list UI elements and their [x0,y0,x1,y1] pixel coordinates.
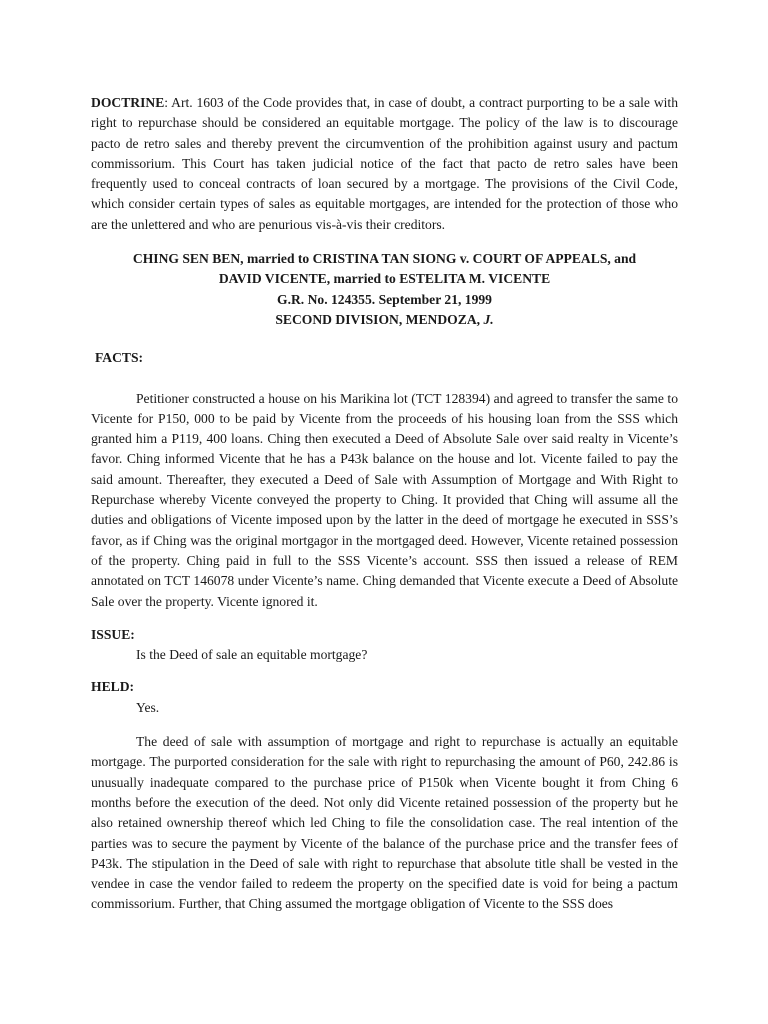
case-title-line-1: CHING SEN BEN, married to CRISTINA TAN SIONG v. COURT OF APPEALS, and [132,251,637,267]
held-heading: HELD: [91,679,135,695]
case-division-prefix: SECOND DIVISION, MENDOZA, [275,311,484,327]
case-division [91,310,678,330]
facts-body: Petitioner constructed a house on his Marikina lot (TCT 128394) and agreed to transfer the same to Vicente for P150, 000 to be paid by Vicente from the proceeds of his housing loan from the SSS which granted him a P119, 400 loans. Ching then executed a Deed of Absolute Sale over said realty in Vicente’s favor. Ching informed Vicente that he has a P43k balance on the house and lot. Vicente failed to pay the said amount. Thereafter, they executed a Deed of Sale with Assumption of Mortgage and With Right to Repurchase whereby Vicente conveyed the property to Ching. It provided that Ching will assume all the duties and obligations of Vicente imposed upon by the latter in the deed of mortgage he executed in SSS’s favor, as if Ching was the original mortgagor in the mortgaged deed. However, Vicente retained possession of the property. Ching paid in full to the SSS Vicente’s account. SSS then issued a release of REM annotated on TCT 146078 under Vicente’s name. Ching demanded that Vicente execute a Deed of Absolute Sale over the property. Vicente ignored it. [91,390,678,609]
held-answer: Yes. [136,699,160,715]
doctrine-label: DOCTRINE [91,95,165,110]
doctrine-text: : Art. 1603 of the Code provides that, in case of doubt, a contract purporting to be a sale with right to repurchase should be considered an equitable mortgage. The policy of the law is to discourage pacto de retro sales and thereby prevent the circumvention of the prohibition against usury and pactum commissorium. This Court has taken judicial notice of the fact that pacto de retro sales have been frequently used to conceal contracts of loan secured by a mortgage. The provisions of the Civil Code, which consider certain types of sales as equitable mortgages, are intended for the protection of those who are the unlettered and who are penurious vis-à-vis their creditors. [91,95,678,232]
held-body: The deed of sale with assumption of mortgage and right to repurchase is actually an equitable mortgage. The purported consideration for the sale with right to repurchasing the amount of P60, 242.86 is unusually inadequate compared to the purchase price of P150k when Vicente bought it from Ching 6 months before the execution of the deed. Not only did Vicente retained possession of the property but he also retained ownership thereof which led Ching to file the consolidation case. The real intention of the parties was to secure the payment by Vicente of the balance of the purchase price and the transfer fees of P43k. The stipulation in the Deed of sale with right to repurchase that absolute title shall be vested in the vendee in case the vendor failed to redeem the property on the specified date is void for being a pactum commissorium. Further, that Ching assumed the mortgage obligation of Vicente to the SSS does [91,734,678,912]
doctrine-paragraph [91,93,678,235]
case-title-line-2: DAVID VICENTE, married to ESTELITA M. VICENTE [218,271,551,287]
case-caption [91,249,678,330]
case-gr-number: G.R. No. 124355. September 21, 1999 [277,291,492,307]
document-page [91,93,678,915]
facts-heading: FACTS: [95,350,144,366]
issue-heading: ISSUE: [91,626,135,642]
case-judge-suffix: J. [483,311,494,327]
issue-question: Is the Deed of sale an equitable mortgage? [136,647,368,663]
